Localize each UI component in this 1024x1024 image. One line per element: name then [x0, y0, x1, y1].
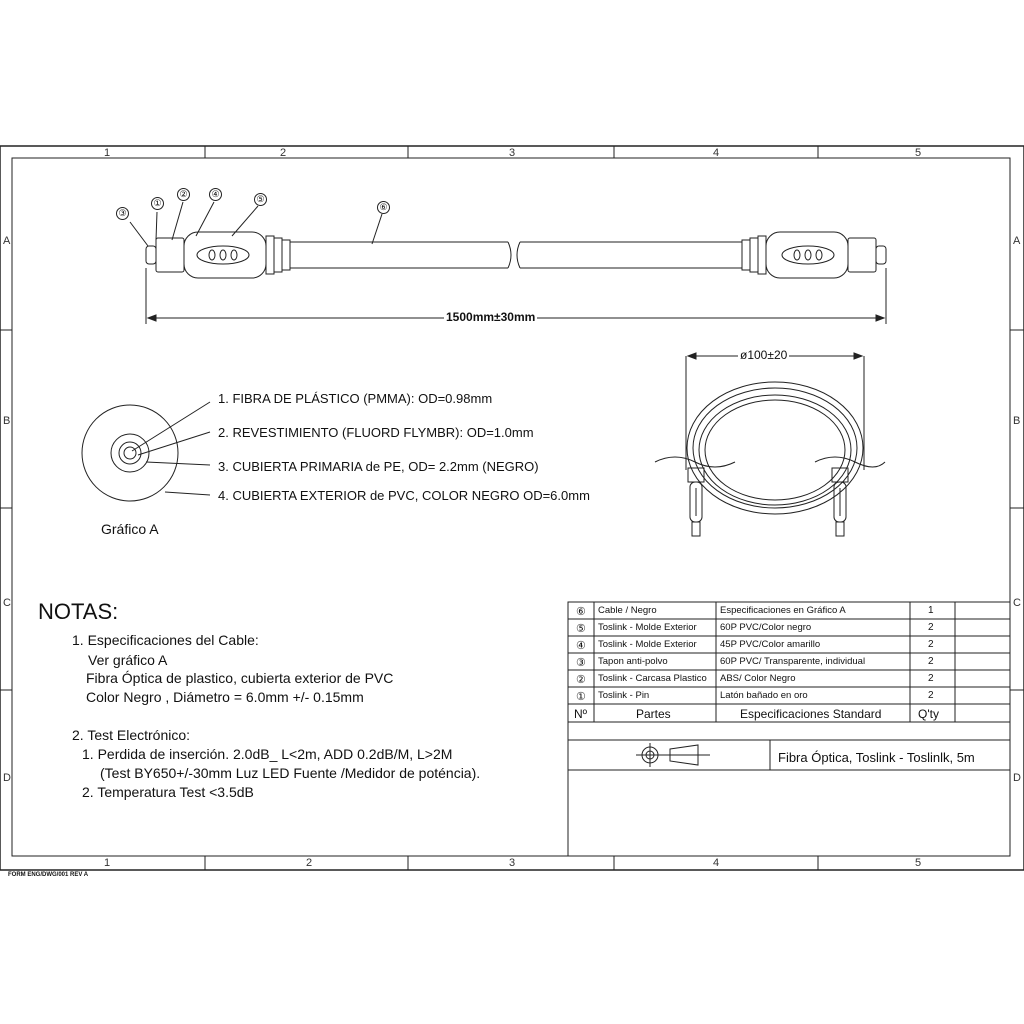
layer-item-4: 4. CUBIERTA EXTERIOR de PVC, COLOR NEGRO OD=6.0mm: [218, 488, 590, 503]
bom-row-6-qty: 2: [928, 690, 934, 701]
bom-header-qty: Q'ty: [918, 707, 939, 721]
row-label-a-left: A: [3, 235, 11, 247]
column-label-3-bottom: 3: [509, 857, 516, 869]
row-label-b-right: B: [1013, 415, 1021, 427]
column-label-4: 4: [713, 147, 720, 159]
bom-row-1-qty: 1: [928, 605, 934, 616]
bom-row-3-spec: 45P PVC/Color amarillo: [720, 639, 821, 650]
bom-row-5-no: ②: [576, 674, 586, 686]
form-code: FORM ENG/DWG/001 REV A: [8, 872, 89, 878]
bom-row-2-spec: 60P PVC/Color negro: [720, 622, 812, 633]
bom-row-4-part: Tapon anti-polvo: [598, 656, 668, 667]
column-label-5: 5: [915, 147, 922, 159]
bom-header-spec: Especificaciones Standard: [740, 707, 882, 721]
bom-row-1-part: Cable / Negro: [598, 605, 657, 616]
notes-line-5: 2. Test Electrónico:: [72, 727, 191, 743]
drawing-title: Fibra Óptica, Toslink - Toslinlk, 5m: [778, 750, 975, 765]
row-label-b-left: B: [3, 415, 11, 427]
cable-side-view: [130, 202, 886, 324]
bom-row-5-part: Toslink - Carcasa Plastico: [598, 673, 707, 684]
notes-line-4: Color Negro , Diámetro = 6.0mm +/- 0.15mm: [86, 689, 364, 705]
bom-row-1-no: ⑥: [576, 606, 586, 618]
callout-6: ⑥: [377, 201, 390, 214]
notes-line-7: (Test BY650+/-30mm Luz LED Fuente /Medidor de poténcia).: [100, 765, 481, 781]
notes-line-1: 1. Especificaciones del Cable:: [72, 632, 259, 648]
column-label-1: 1: [104, 147, 111, 159]
bom-row-4-qty: 2: [928, 656, 934, 667]
column-label-3: 3: [509, 147, 516, 159]
bom-row-6-part: Toslink - Pin: [598, 690, 650, 701]
bom-row-4-no: ③: [576, 657, 586, 669]
row-label-d-left: D: [3, 772, 11, 784]
bom-header-part: Partes: [636, 707, 671, 721]
notes-title: NOTAS:: [38, 599, 119, 624]
callout-4: ④: [209, 188, 222, 201]
bom-header-no: Nº: [574, 707, 588, 721]
row-label-a-right: A: [1013, 235, 1021, 247]
row-label-d-right: D: [1013, 772, 1021, 784]
bom-row-5-spec: ABS/ Color Negro: [720, 673, 796, 684]
column-label-1-bottom: 1: [104, 857, 111, 869]
bom-row-4-spec: 60P PVC/ Transparente, individual: [720, 656, 866, 667]
layer-item-3: 3. CUBIERTA PRIMARIA de PE, OD= 2.2mm (NEGRO): [218, 459, 539, 474]
layer-item-1: 1. FIBRA DE PLÁSTICO (PMMA): OD=0.98mm: [218, 391, 493, 406]
callout-2: ②: [177, 188, 190, 201]
notes-line-2: Ver gráfico A: [88, 652, 168, 668]
bom-row-6-spec: Latón bañado en oro: [720, 690, 808, 701]
column-label-2-bottom: 2: [306, 857, 313, 869]
notes-line-6: 1. Perdida de inserción. 2.0dB_ L<2m, ADD 0.2dB/M, L>2M: [82, 746, 453, 762]
bom-row-3-part: Toslink - Molde Exterior: [598, 639, 697, 650]
bom-row-2-no: ⑤: [576, 623, 586, 635]
bom-row-2-qty: 2: [928, 622, 934, 633]
column-label-5-bottom: 5: [915, 857, 922, 869]
length-dimension: 1500mm±30mm: [446, 310, 536, 324]
notes-line-3: Fibra Óptica de plastico, cubierta exterior de PVC: [86, 670, 394, 686]
row-label-c-left: C: [3, 597, 11, 609]
cross-section-graphic: [82, 402, 210, 501]
graphic-caption: Gráfico A: [101, 521, 159, 537]
row-label-c-right: C: [1013, 597, 1021, 609]
coil-view: [655, 353, 885, 536]
bom-row-1-spec: Especificaciones en Gráfico A: [720, 605, 846, 616]
layer-item-2: 2. REVESTIMIENTO (FLUORD FLYMBR): OD=1.0mm: [218, 425, 534, 440]
column-label-4-bottom: 4: [713, 857, 720, 869]
notes-line-8: 2. Temperatura Test <3.5dB: [82, 784, 254, 800]
bom-row-5-qty: 2: [928, 673, 934, 684]
column-label-2: 2: [280, 147, 287, 159]
bom-row-3-no: ④: [576, 640, 586, 652]
callout-3: ③: [116, 207, 129, 220]
callout-5: ⑤: [254, 193, 267, 206]
bom-row-6-no: ①: [576, 691, 586, 703]
bom-row-2-part: Toslink - Molde Exterior: [598, 622, 697, 633]
coil-diameter-dimension: ø100±20: [740, 348, 788, 362]
callout-1: ①: [151, 197, 164, 210]
bom-row-3-qty: 2: [928, 639, 934, 650]
